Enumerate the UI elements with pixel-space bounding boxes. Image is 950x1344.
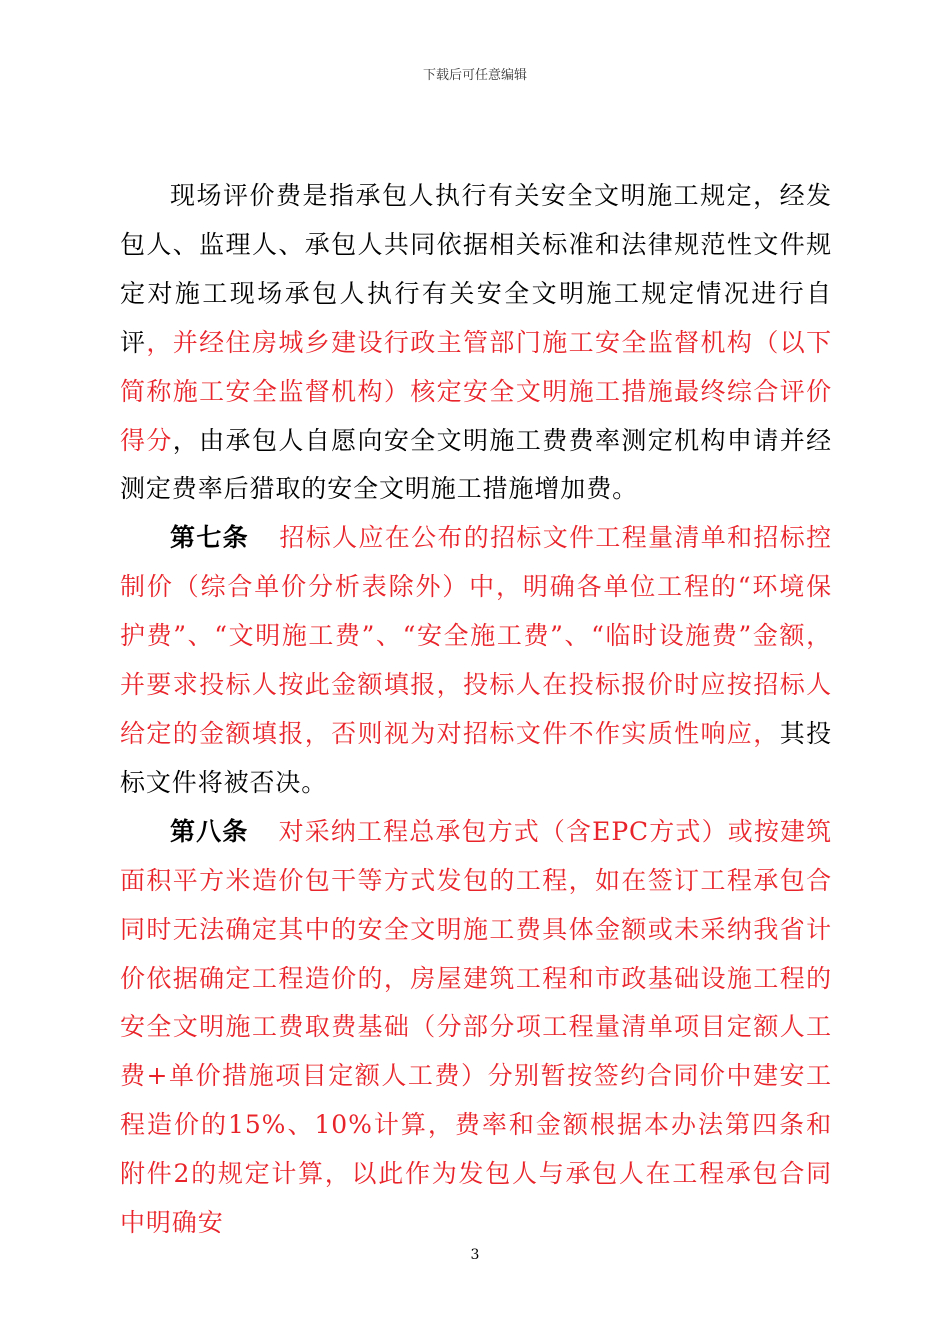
article-7-bidder-rule: 投标人在投标报价时应按招标人给定的金额填报 — [120, 670, 832, 748]
article-7-red-tail: ，否则视为对招标文件不作实质性响应， — [304, 718, 780, 748]
article-8-title: 第八条 — [170, 816, 249, 846]
page-number: 3 — [470, 1247, 480, 1263]
paragraph1-black-tail: ，由承包人自愿向安全文明施工费费率测定机构申请并经测定费率后猎取的安全文明施工措施增加费。 — [120, 425, 832, 504]
header-note: 下载后可任意编辑 — [422, 68, 527, 83]
article-7-black-tail: 其投标文件将被否决。 — [120, 718, 832, 797]
paragraph-site-evaluation-fee — [120, 172, 832, 514]
article-8-text: 对采纳工程总承包方式（含EPC方式）或按建筑面积平方米造价包干等方式发包的工程，如在签订工程承包合同时无法确定其中的安全文明施工费具体金额或未采纳我省计价依据确定工程造价的，房屋建筑工程和市政基础设施工程的安全文明施工费取费基础（分部分项工程量清单项目定额人工费+单价措施项目定额人工费）分别暂按签约合同价中建安工程造价的15%、10%计算，费率和金额根据本办法第四条和附件2的规定计算，以此作为发包人与承包人在工程承包合同中明确安 — [120, 816, 832, 1238]
paragraph1-black-text: 现场评价费是指承包人执行有关安全文明施工规定，经发包人、监理人、承包人共同依据相关标准和法律规范性文件规定对施工现场承包人执行有关安全文明施工规定情况进行自评 — [120, 181, 832, 357]
paragraph1-red-text: ，并经住房城乡建设行政主管部门施工安全监督机构（以下简称施工安全监督机构）核定安全文明施工措施最终综合评价得分 — [120, 327, 832, 455]
article-7-red-text: 招标人应在公布的招标文件工程量清单和招标控制价（综合单价分析表除外）中，明确各单位工程的“环境保护费”、“文明施工费”、“安全施工费”、“临时设施费”金额，并要求投标人按此金额填报， — [120, 523, 832, 700]
article-7-title: 第七条 — [170, 523, 249, 553]
article-7 — [120, 514, 832, 807]
article-8 — [120, 808, 832, 1248]
document-body — [120, 172, 832, 1248]
